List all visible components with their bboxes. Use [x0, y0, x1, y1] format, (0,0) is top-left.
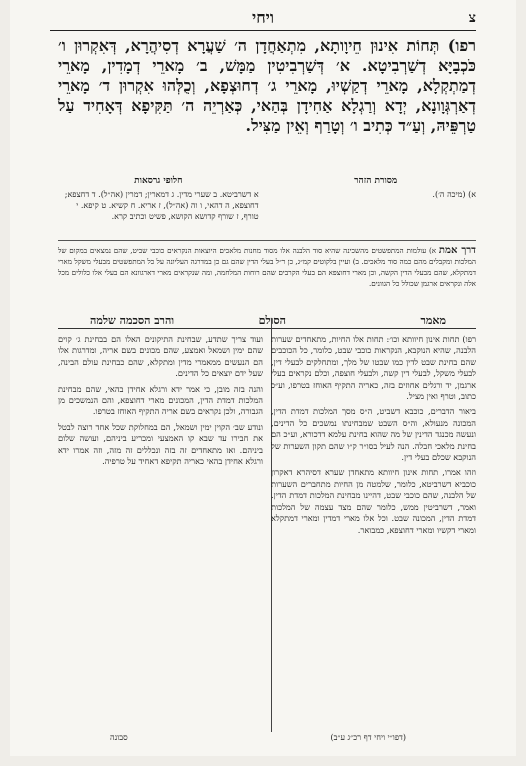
paragraph: רפו) תחות אינון חיוותא וכו׳: תחות אלו החיות, מתאחדים שערות הלבנה, שהיא הנוקבא, הנקראות כוכבי שבט, כלומר, כל הכוכבים שהם בחינת שבט לדין כמו שבטו של מלך, ומתחלקים לבעלי דין, לבעלי משקל, לבעלי דין קשה, ולבעלי חוצפה, וכלם נקראים בעלי ארגמן, יד ורגלים אחוזים בזה, כאריה התקיף האוחז בטרפו, וע״כ כתוב, וטרף ואין מציל. [271, 334, 476, 402]
paragraph: וזהו אמרו, תחות אינון חיוותא מתאחדן שערא דסיהרא דאקרון כוכביא דשרביטא, כלומר, שלמטה מן החיות מתחברים השערות של הלבנה, שהם כוכבי שבט, דהיינו מבחינת המלכות דמדת הדין. ואמר, דשרביטין ממש, כלומר שהם מצד עצמה של המלכות דמדת הדין, המכונה שבט. וכל אלו מארי דמדין ומארי דמתקלא ומארי דקשיו ומארי דחוצפא, כמבואר. [271, 467, 476, 535]
derech-emet-label: דרך אמת [438, 245, 476, 256]
footer-reference: (דפו״י ויחי דף רכ״ג ע״ב) [330, 733, 406, 742]
parasha-title: ויחי [252, 8, 274, 27]
paragraph: ועוד צריך שתדע, שבחינת התיקונים האלו הם בבחינת ג׳ קוים שהם ימין ושמאל ואמצע, שהם מכונים בשם אריה, ומדרגות אלו הם הנעשים ממאמרי מדין ומתקלא, שהם כבחינת עולם הבינה, שעל ידם יוצאים כל הדינים. [58, 334, 263, 379]
column-header-left: והרב הסכמה שלמה [90, 314, 175, 327]
derech-emet-section [58, 240, 476, 303]
paragraph: והנה בזה מובן, כי אמר ידא ורגלא אחידן בהאי, שהם מבחינת המלכות דמדת הדין, המכונים מארי דחוצפא, והם הנמשכים מן הגבורה, ולכן נקראים בשם אריה התקיף האוחז בטרפו. [58, 383, 263, 417]
masoret-hazohar [275, 176, 476, 200]
footer-catchword: סבונה [110, 733, 128, 742]
notes-row [58, 176, 476, 234]
sulam-column-right [271, 334, 476, 540]
column-header-center: הסולם [258, 314, 286, 327]
document-page [10, 0, 516, 756]
paragraph: ונודע שב׳ הקוין ימין ושמאל, הם במחלוקת שכל אחד רוצה לבטל את חבירו עד שבא קו האמצעי ומכריע ביניהם, ועושה שלום ביניהם. ואז מתאחדים זה בזה ונכללים זה מזה, וזה אמרו ידא ורגלא אחידן בהאי כאריה תקיפא דאחיד על טרפיה. [58, 421, 263, 467]
folio-number: צ [468, 10, 476, 26]
columns-top-rule [58, 328, 476, 329]
chilufei-girsaot [58, 176, 259, 222]
column-header-right: מאמר [420, 314, 446, 327]
masoret-title: מסורת הזהר [354, 176, 398, 186]
masoret-text: א) (מיכה ה׳). [432, 190, 476, 199]
chilufei-text: א דשרביטא. ב שערי מדין. ג דמארין; דמרין (אה״ל). ד דחצפא; דחוצפא, ה דהאי, ו וה (אה״ל), ז אריא. ח קשיא. ט קיפא. י טורף, ז שורף קדושא הקושא, פשיט וכתיב קרא. [64, 190, 259, 221]
zohar-text: רפו) תְּחוֹת אִינוּן חֵיוָותָא, מִתְאַחֲדָן ה׳ שַׁעֲרָא דְסִיהֲרָא, דְּאִקְרוּן ו׳ כֹּכְבָיָּא דְשַׁרְבִיטָא. א׳ דְּשַׁרְבִיטִין מַמָּשׁ, ב׳ מָארֵי דְמָדִין, מָארֵי דְמַתְקְלָא, מָארֵי דְקַשְׁיוּ, מָארֵי ג׳ דְחוּצְפָא, וְכֻלְּהוּ אִקְרוּן ד׳ מָארֵי דְאַרְגְּוָונָא, יְדָא וְרַגְלָא אַחִידָן בְּהַאי, כְּאַרְיֵה ה׳ תַּקִּיפָא דְּאָחִיד עַל טַרְפֵּיהּ, וְעַ״ד כְּתִיב ו׳ וְטָרַף וְאֵין מַצִּיל. [58, 36, 476, 135]
sulam-column-left [58, 334, 263, 471]
chilufei-title: חלופי גרסאות [134, 176, 183, 186]
derech-emet-text: א) עולמות המתפשטים מהשכינה שהיא סוד הלבנה אלו מסוד מחנות מלאכים היוצאות הנקראים כוכבי שביט, שהם נמצאים במקום של המלכות ומקבלים מהם כמה סוד מלאכים. ב) ועיין בלקוטים קמ״ג, כן ר״ל בעלי הדין שהם גם כן במדרגה העליונה על כל המתפשטים מבעלי משקל מארי דמתקלא, שהם מבעלי הדין הקשה, וכן מארי דחוצפא הם בעלי הקרבים שהם רוחות המלחמה, ומה שנקראים מארי דארגוונא הם בעלי אלו כלולים מכל אלה ונקראים ארגמן שכולל כל הגוונים. [58, 246, 476, 288]
page-header [50, 8, 476, 31]
paragraph: ביאור הדברים, כוכבא דשביט, ה״ס מסך המלכות דמדת הדין, המכונה מנעולא, וה״ס השבט שמבחינתו נמשכים כל הדינים, ונעשה מכנגד הדינין של מה שהוא בחינת עלמא דדכורא, וע״כ הם בחינת מלאכי חבלה. הנה לעיל בסו״ר ק״ו שהם תקון השערות של הנוקבא שכלם בעלי דין. [271, 406, 476, 463]
